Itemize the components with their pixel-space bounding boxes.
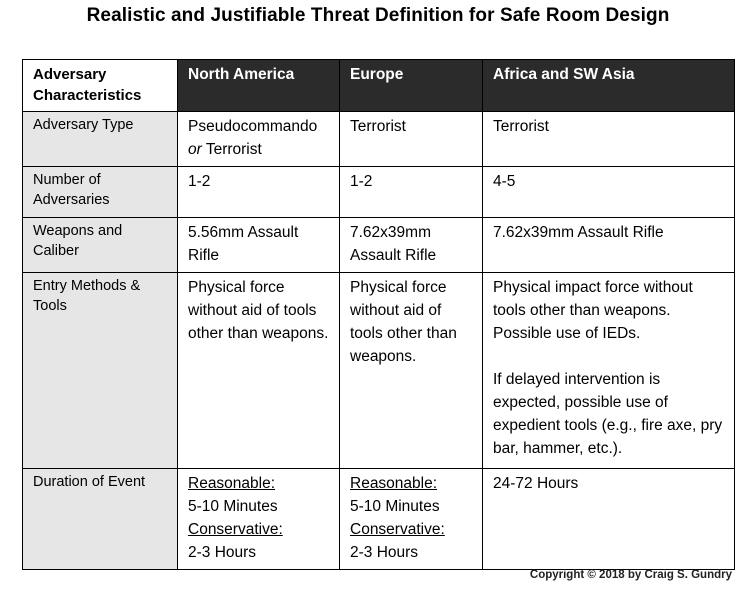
cell-africa-adversary-type: Terrorist (483, 112, 735, 167)
cell-africa-duration: 24-72 Hours (483, 469, 735, 570)
cell-africa-weapons: 7.62x39mm Assault Rifle (483, 218, 735, 273)
header-row (23, 60, 735, 112)
threat-definition-table (22, 59, 735, 570)
duration-heading-conservative: Conservative: (188, 521, 283, 538)
cell-text: Terrorist (201, 141, 262, 158)
cell-europe-entry: Physical force without aid of tools other than weapons. (340, 273, 483, 469)
table-row (23, 273, 735, 469)
duration-heading-reasonable: Reasonable: (188, 475, 276, 492)
cell-north-america-entry: Physical force without aid of tools other than weapons. (178, 273, 340, 469)
table-row (23, 218, 735, 273)
duration-heading-conservative: Conservative: (350, 521, 445, 538)
header-north-america: North America (178, 60, 340, 112)
duration-value: 2-3 Hours (350, 544, 419, 561)
cell-europe-number: 1-2 (340, 167, 483, 218)
row-label-duration: Duration of Event (23, 469, 178, 570)
cell-north-america-weapons: 5.56mm Assault Rifle (178, 218, 340, 273)
cell-europe-duration (340, 469, 483, 570)
header-adversary-characteristics: Adversary Characteristics (23, 60, 178, 112)
cell-paragraph: Physical impact force without tools other than weapons. Possible use of IEDs. (493, 279, 693, 342)
header-africa-sw-asia: Africa and SW Asia (483, 60, 735, 112)
cell-north-america-number: 1-2 (178, 167, 340, 218)
cell-paragraph: If delayed intervention is expected, possible use of expedient tools (e.g., fire axe, pry bar, hammer, etc.). (493, 371, 723, 457)
table-row (23, 167, 735, 218)
duration-heading-reasonable: Reasonable: (350, 475, 438, 492)
cell-europe-weapons: 7.62x39mm Assault Rifle (340, 218, 483, 273)
cell-text: Pseudocommando (188, 118, 318, 135)
cell-africa-entry (483, 273, 735, 469)
cell-text-emphasis: or (188, 141, 202, 158)
row-label-number-of-adversaries: Number of Adversaries (23, 167, 178, 218)
duration-value: 5-10 Minutes (350, 498, 440, 515)
header-europe: Europe (340, 60, 483, 112)
duration-value: 2-3 Hours (188, 544, 257, 561)
cell-north-america-adversary-type (178, 112, 340, 167)
duration-value: 5-10 Minutes (188, 498, 278, 515)
cell-africa-number: 4-5 (483, 167, 735, 218)
row-label-entry-methods: Entry Methods & Tools (23, 273, 178, 469)
cell-north-america-duration (178, 469, 340, 570)
page-title: Realistic and Justifiable Threat Definition for Safe Room Design (86, 5, 670, 26)
table-row (23, 112, 735, 167)
row-label-adversary-type: Adversary Type (23, 112, 178, 167)
copyright-notice: Copyright © 2018 by Craig S. Gundry (529, 569, 732, 581)
row-label-weapons-caliber: Weapons and Caliber (23, 218, 178, 273)
cell-europe-adversary-type: Terrorist (340, 112, 483, 167)
table-row (23, 469, 735, 570)
